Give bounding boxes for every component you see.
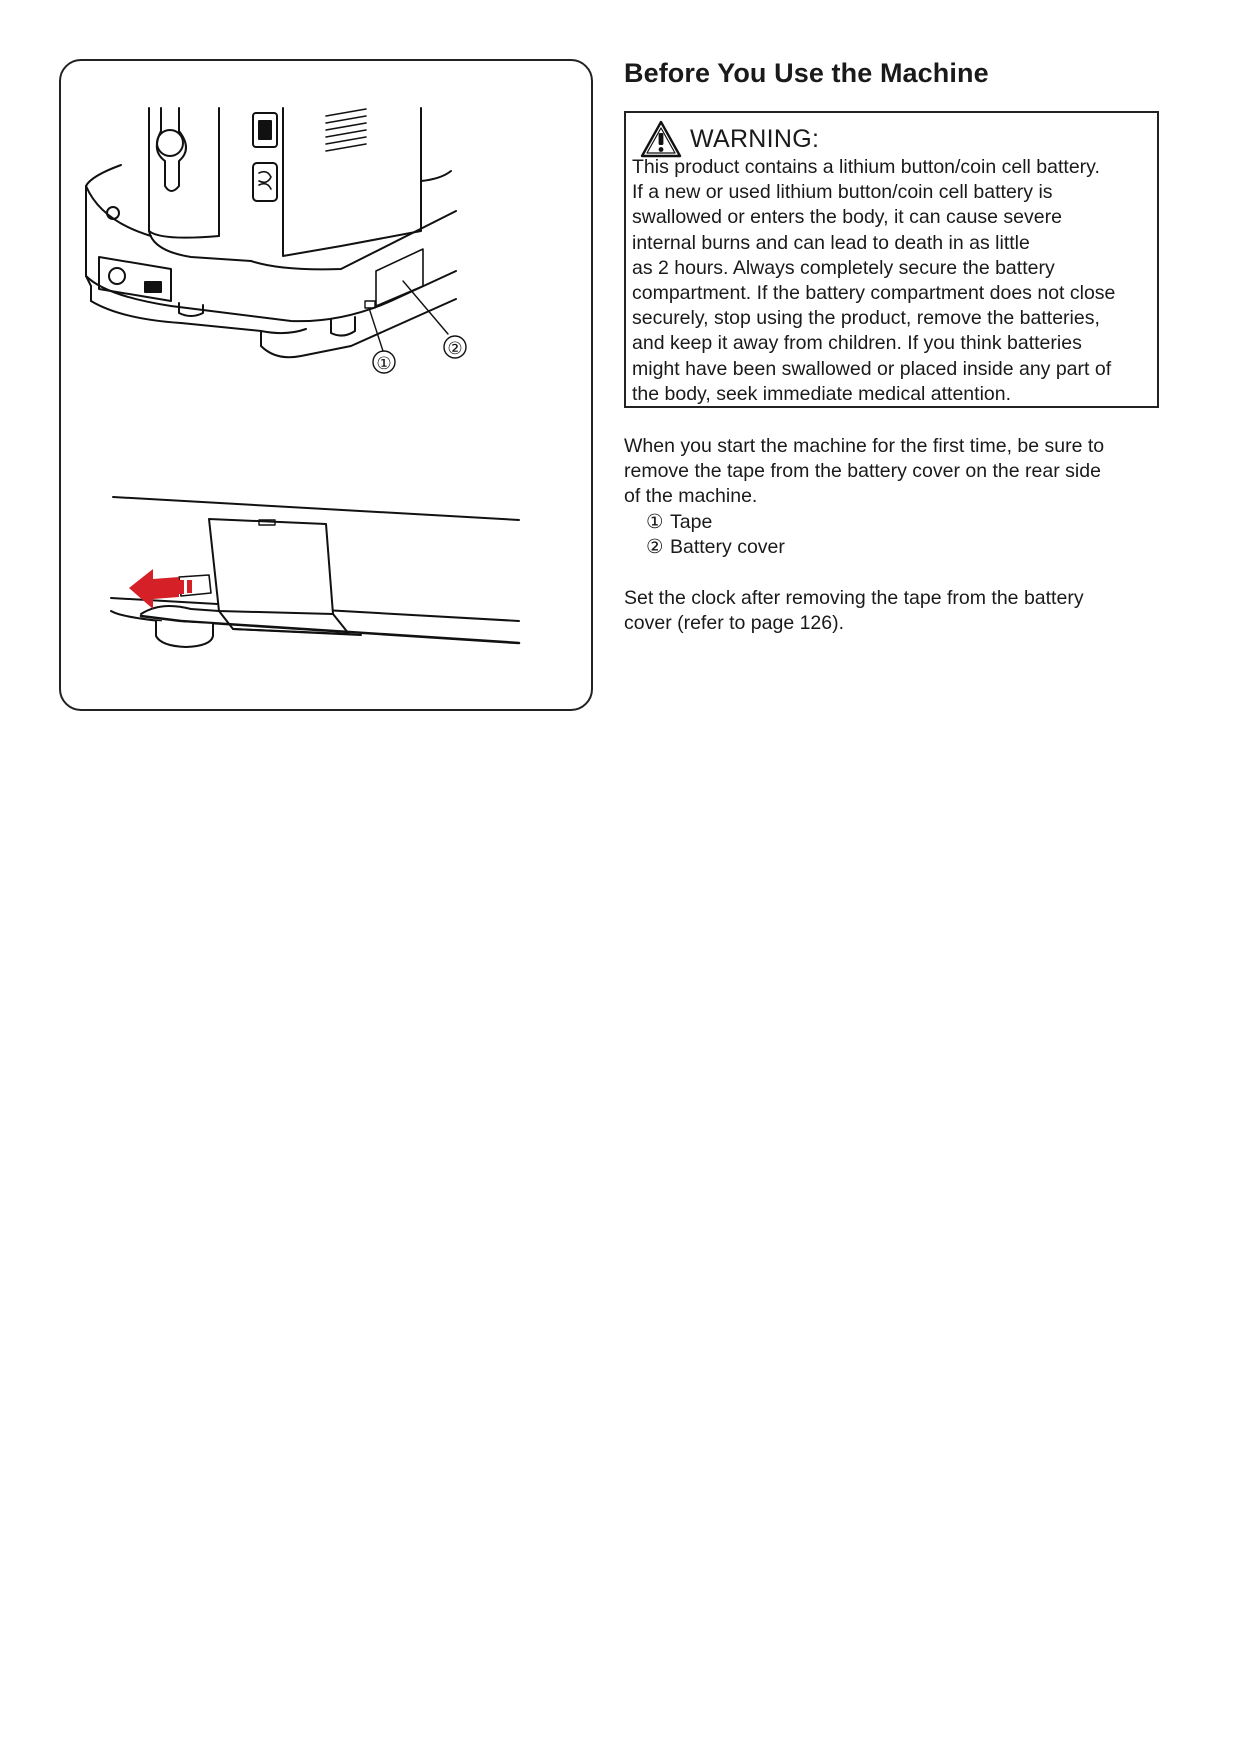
instructions-paragraph (624, 434, 1164, 560)
warning-line: swallowed or enters the body, it can cause severe (632, 206, 1062, 229)
clock-line: Set the clock after removing the tape from the battery (624, 587, 1084, 609)
warning-line: securely, stop using the product, remove the batteries, (632, 307, 1100, 330)
warning-line: the body, seek immediate medical attention. (632, 382, 1012, 405)
part-number: ② (646, 535, 664, 558)
callout-2: ② (447, 339, 463, 358)
warning-line: compartment. If the battery compartment does not close (632, 282, 1116, 305)
warning-line: as 2 hours. Always completely secure the battery (632, 256, 1055, 279)
warning-line: This product contains a lithium button/coin cell battery. (632, 156, 1100, 178)
clock-line: cover (refer to page 126). (624, 612, 845, 635)
machine-illustration (61, 61, 595, 713)
part-item-battery-cover (624, 535, 1164, 560)
part-number: ① (646, 510, 664, 533)
clock-paragraph (624, 586, 1164, 636)
instruction-line: remove the tape from the battery cover on the rear side (624, 460, 1101, 483)
warning-text (632, 155, 1154, 407)
warning-line: might have been swallowed or placed inside any part of (632, 357, 1112, 380)
instruction-line: When you start the machine for the first time, be sure to (624, 435, 1105, 457)
part-label: Battery cover (670, 535, 785, 558)
page-title: Before You Use the Machine (624, 58, 989, 88)
figure-panel (59, 59, 593, 711)
part-label: Tape (670, 510, 713, 533)
callout-1: ① (376, 354, 392, 373)
warning-line: internal burns and can lead to death in as little (632, 231, 1030, 254)
instruction-line: of the machine. (624, 485, 758, 508)
warning-header (640, 119, 819, 159)
warning-line: and keep it away from children. If you think batteries (632, 332, 1082, 355)
warning-label: WARNING: (690, 125, 820, 153)
warning-triangle-icon (640, 120, 682, 158)
part-item-tape (624, 510, 1164, 535)
warning-line: If a new or used lithium button/coin cell battery is (632, 181, 1053, 204)
warning-box (624, 111, 1159, 408)
